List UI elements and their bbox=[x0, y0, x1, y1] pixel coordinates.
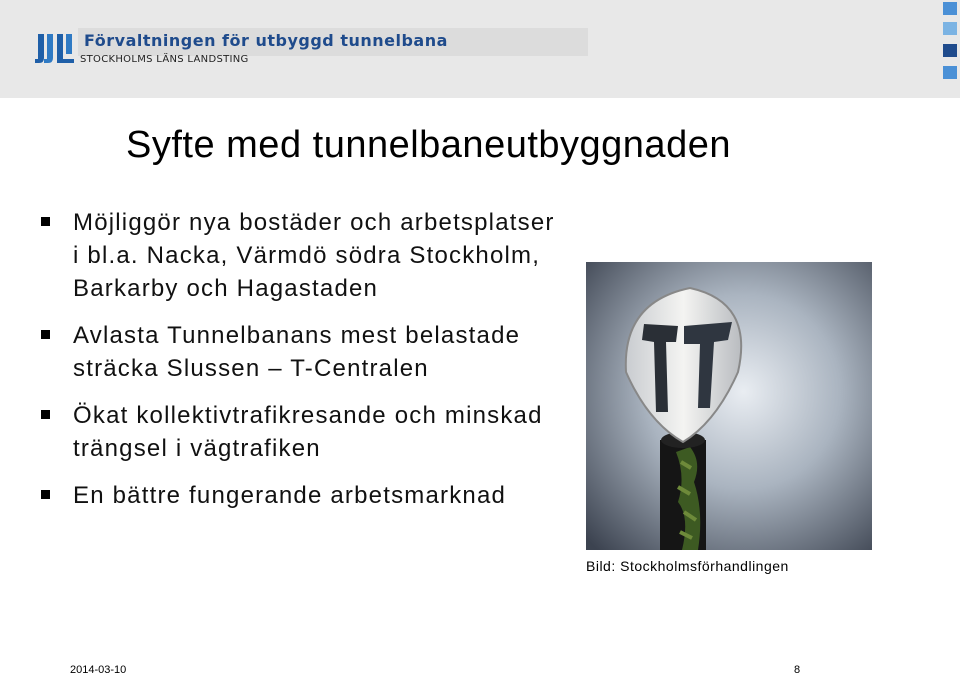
bullet-list bbox=[38, 206, 558, 526]
bullet-square-icon bbox=[41, 330, 50, 339]
bullet-item bbox=[38, 399, 558, 465]
sll-logo-icon bbox=[34, 32, 76, 66]
bullet-text: Ökat kollektivtrafikresande och minskad trängsel i vägtrafiken bbox=[73, 402, 543, 462]
page-number: 8 bbox=[794, 664, 801, 676]
bullet-text: En bättre fungerande arbetsmarknad bbox=[73, 482, 507, 509]
bullet-text: Möjliggör nya bostäder och arbetsplatser i bl.a. Nacka, Värmdö södra Stockholm, Barkarby och Hagastaden bbox=[73, 209, 555, 302]
bullet-square-icon bbox=[41, 410, 50, 419]
bullet-item bbox=[38, 206, 558, 305]
bullet-item bbox=[38, 319, 558, 385]
org-name: Förvaltningen för utbyggd tunnelbana bbox=[84, 31, 448, 50]
deco-square-icon bbox=[943, 2, 957, 15]
org-subtitle: STOCKHOLMS LÄNS LANDSTING bbox=[80, 54, 249, 65]
bullet-square-icon bbox=[41, 490, 50, 499]
bullet-square-icon bbox=[41, 217, 50, 226]
decorative-squares bbox=[942, 0, 960, 90]
tunnelbana-sign-photo bbox=[586, 262, 872, 550]
footer-date: 2014-03-10 bbox=[70, 664, 127, 676]
slide-title: Syfte med tunnelbaneutbyggnaden bbox=[126, 124, 731, 166]
slide-header bbox=[0, 0, 960, 98]
bullet-item bbox=[38, 479, 558, 512]
bullet-text: Avlasta Tunnelbanans mest belastade sträcka Slussen – T-Centralen bbox=[73, 322, 521, 382]
deco-square-icon bbox=[943, 22, 957, 35]
photo-caption: Bild: Stockholmsförhandlingen bbox=[586, 558, 789, 574]
deco-square-icon bbox=[943, 66, 957, 79]
deco-square-icon bbox=[943, 44, 957, 57]
